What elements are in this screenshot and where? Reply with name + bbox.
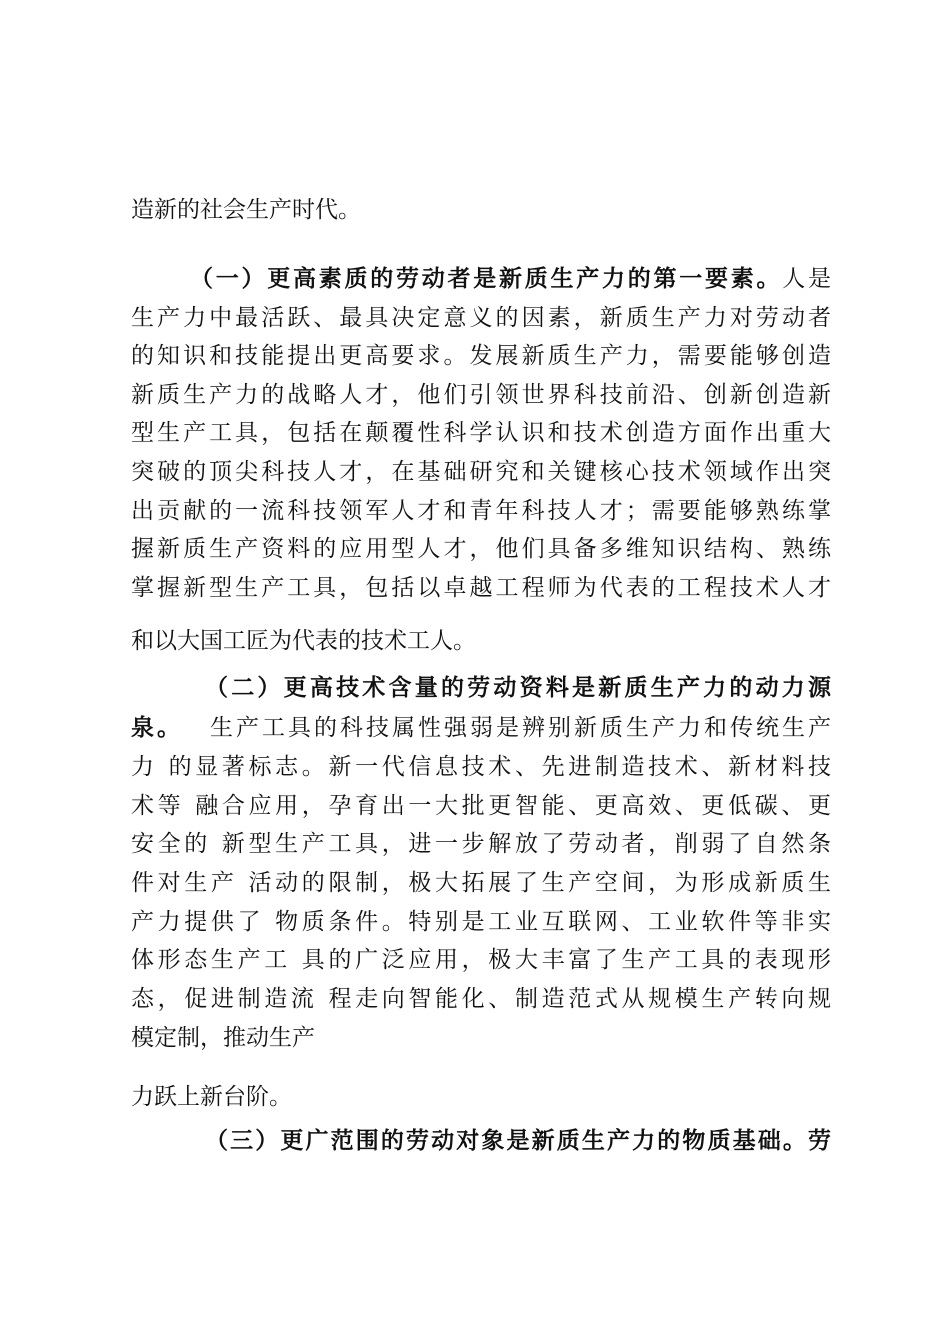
paragraph-line: 握新质生产资料的应用型人才，他们具备多维知识结构、熟练 xyxy=(131,536,831,562)
heading-tail-text: 劳 xyxy=(808,1128,831,1154)
paragraph-line: 掌握新型生产工具，包括以卓越工程师为代表的工程技术人才 xyxy=(131,575,831,601)
section-heading-2: （二）更高技术含量的劳动资料是新质生产力的动力源 xyxy=(205,675,831,701)
paragraph-line: 造新的社会生产时代。 xyxy=(131,197,361,223)
paragraph-line: 件对生产 活动的限制，极大拓展了生产空间，为形成新质生 xyxy=(131,870,831,896)
paragraph-line: 术等 融合应用，孕育出一大批更智能、更高效、更低碳、更 xyxy=(131,793,831,819)
paragraph-line: 生产力中最活跃、最具决定意义的因素，新质生产力对劳动者 xyxy=(131,305,831,331)
paragraph-line: 模定制，推动生产 xyxy=(131,1025,315,1051)
section-2-first-line xyxy=(131,711,831,745)
paragraph-line: 突破的顶尖科技人才，在基础研究和关键核心技术领域作出突 xyxy=(131,459,831,485)
paragraph-line: 和以大国工匠为代表的技术工人。 xyxy=(131,628,476,654)
heading-text: 泉。 xyxy=(131,715,183,741)
paragraph-line: 出贡献的一流科技领军人才和青年科技人才；需要能够熟练掌 xyxy=(131,498,831,524)
paragraph-line: 力 的显著标志。新一代信息技术、先进制造技术、新材料技 xyxy=(131,754,831,780)
paragraph-line: 力跃上新台阶。 xyxy=(131,1084,292,1110)
heading-text: （一）更高素质的劳动者是新质生产力的第一要素。 xyxy=(190,266,783,292)
section-heading-3 xyxy=(205,1124,831,1158)
paragraph-line: 的知识和技能提出更高要求。发展新质生产力，需要能够创造 xyxy=(131,343,831,369)
section-heading-1 xyxy=(190,262,831,296)
paragraph-line: 产力提供了 物质条件。特别是工业互联网、工业软件等非实 xyxy=(131,909,831,935)
paragraph-line: 安全的 新型生产工具，进一步解放了劳动者，削弱了自然条 xyxy=(131,831,831,857)
body-text: 生产工具的科技属性强弱是辨别新质生产力和传统生产 xyxy=(207,715,831,741)
paragraph-line: 态，促进制造流 程走向智能化、制造范式从规模生产转向规 xyxy=(131,986,831,1012)
heading-text: （三）更广范围的劳动对象是新质生产力的物质基础。 xyxy=(205,1128,808,1154)
paragraph-line: 型生产工具，包括在颠覆性科学认识和技术创造方面作出重大 xyxy=(131,420,831,446)
paragraph-line: 新质生产力的战略人才，他们引领世界科技前沿、创新创造新 xyxy=(131,382,831,408)
paragraph-line: 体形态生产工 具的广泛应用，极大丰富了生产工具的表现形 xyxy=(131,947,831,973)
body-text: 人是 xyxy=(782,266,831,292)
